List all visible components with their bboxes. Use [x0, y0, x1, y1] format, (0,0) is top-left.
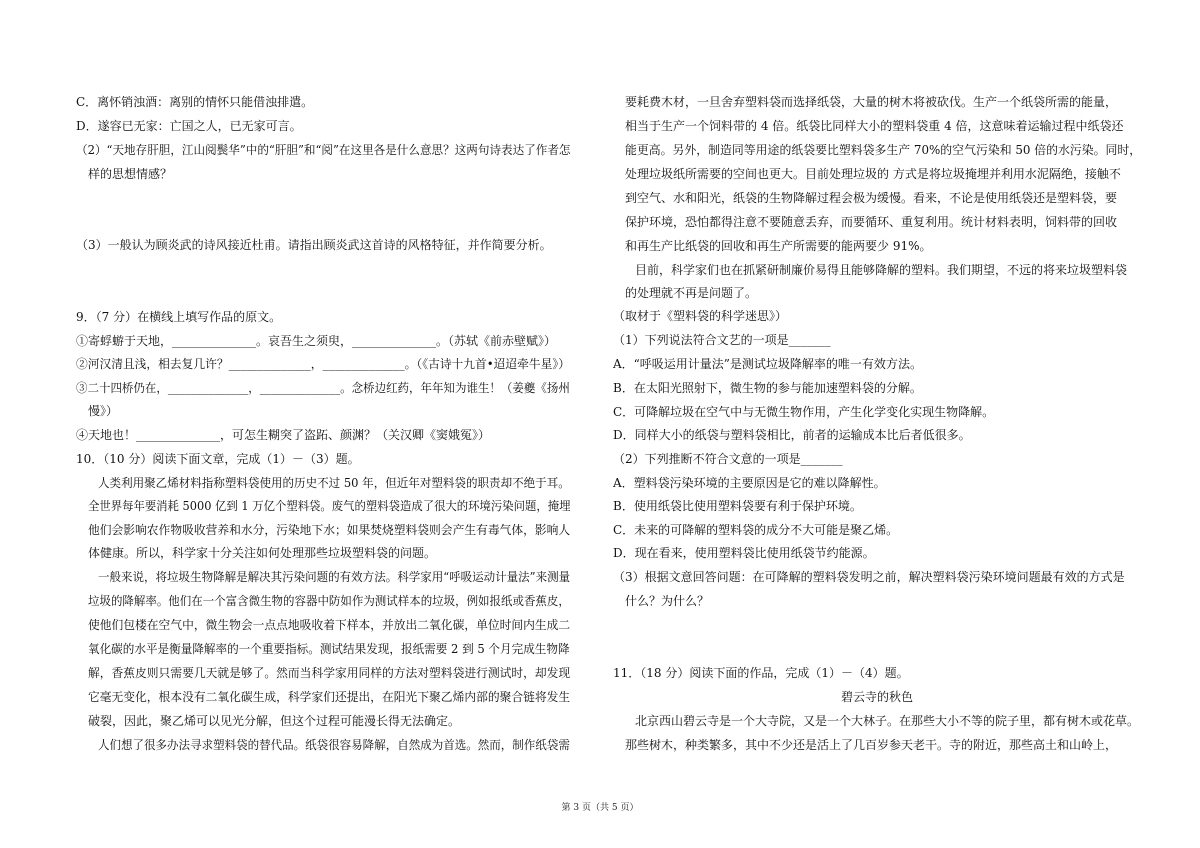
- text-line: （2）下列推断不符合文意的一项是_______: [613, 452, 843, 466]
- text-line: 那些树木，种类繁多，其中不少还是活上了几百岁参天老干。寺的附近，那些高土和山岭上，: [625, 738, 1118, 752]
- text-line: 碧云寺的秋色: [840, 690, 913, 704]
- text-line: （取材于《塑料袋的科学迷思》）: [613, 309, 788, 323]
- text-line: D．遂容已无家：亡国之人，已无家可言。: [76, 119, 302, 133]
- page-footer: 第 3 页（共 5 页）: [561, 803, 639, 813]
- text-line: C．离怀销浊酒：离别的情怀只能借浊排遣。: [76, 95, 314, 109]
- text-line: C．未来的可降解的塑料袋的成分不大可能是聚乙烯。: [613, 523, 899, 537]
- text-line: D．现在看来，使用塑料袋比使用纸袋节约能源。: [613, 546, 875, 560]
- text-line: 使他们包楼在空气中，微生物会一点点地吸收着下样本，并放出二氧化碳，单位时间内生成二: [88, 618, 571, 632]
- text-line: （1）下列说法符合文艺的一项是_______: [613, 333, 831, 347]
- text-line: B．在太阳光照射下，微生物的参与能加速塑料袋的分解。: [613, 381, 922, 395]
- text-line: 样的思想情感？: [88, 167, 173, 181]
- text-line: 10．（10 分）阅读下面文章，完成（1）－（3）题。: [76, 452, 360, 466]
- text-line: 目前，科学家们也在抓紧研制廉价易得且能够降解的塑料。我们期望，不远的将来垃圾塑料袋: [635, 263, 1128, 277]
- text-line: A．“呼吸运用计量法”是测试垃圾降解率的唯一有效方法。: [613, 357, 922, 371]
- text-line: 他们会影响农作物吸收营养和水分，污染地下水；如果焚烧塑料袋则会产生有毒气体，影响人: [88, 523, 571, 537]
- text-line: （3）根据文意回答问题：在可降解的塑料袋发明之前，解决塑料袋污染环境问题最有效的方式是: [613, 570, 1125, 584]
- text-line: （3）一般认为顾炎武的诗风接近杜甫。请指出顾炎武这首诗的风格特征，并作简要分析。: [76, 238, 552, 252]
- text-line: （2）“天地存肝胆，江山阅鬓华”中的“肝胆”和“阅”在这里各是什么意思？这两句诗表达了作者怎: [76, 143, 571, 157]
- text-line: 全世界每年要消耗 5000 亿到 1 万亿个塑料袋。废气的塑料袋造成了很大的环境污染问题，掩埋: [88, 499, 571, 513]
- text-line: 氧化碳的水平是衡量降解率的一个重要指标。测试结果发现，报纸需要 2 到 5 个月完成生物降: [88, 642, 570, 656]
- text-line: ③二十四桥仍在，______________，______________。念桥边红药，年年知为谁生！（姜夔《扬州: [76, 381, 570, 395]
- text-line: 和再生产比纸袋的回收和再生产所需要的能两要少 91%。: [625, 239, 932, 253]
- text-line: 垃圾的降解率。他们在一个富含微生物的容器中防如作为测试样本的垃圾，例如报纸或香蕉皮，: [88, 594, 570, 608]
- text-line: B．使用纸袋比使用塑料袋要有利于保护环境。: [613, 499, 862, 513]
- text-line: 处理垃圾纸所需要的空间也更大。目前处理垃圾的 方式是将垃圾掩埋并利用水泥隔绝，接触不: [625, 167, 1121, 181]
- text-line: 9．（7 分）在横线上填写作品的原文。: [76, 310, 282, 324]
- text-line: 慢》）: [88, 404, 119, 418]
- text-line: 一般来说，将垃圾生物降解是解决其污染问题的有效方法。科学家用“呼吸运动计量法”来测量: [98, 570, 571, 584]
- text-line: 的处理就不再是问题了。: [625, 286, 758, 300]
- text-line: 保护环境，恐怕都得注意不要随意丢弃，而要循环、重复利用。统计材料表明，饲料带的回收: [625, 215, 1118, 229]
- text-line: ②河汉清且浅，相去复几许？______________，______________。（《古诗十九首•迢迢牵牛星》）: [76, 357, 570, 371]
- text-line: D．同样大小的纸袋与塑料袋相比，前者的运输成本比后者低很多。: [613, 428, 971, 442]
- text-line: 破裂，因此，聚乙烯可以见光分解，但这个过程可能漫长得无法确定。: [88, 714, 461, 728]
- text-line: 它毫无变化，根本没有二氧化碳生成，科学家们还提出，在阳光下聚乙烯内部的聚合链将发生: [88, 690, 571, 704]
- text-line: ①寄蜉蝣于天地，______________。哀吾生之须臾，______________。（苏轼《前赤壁赋》）: [76, 334, 557, 348]
- text-line: 相当于生产一个饲料带的 4 倍。纸袋比同样大小的塑料袋重 4 倍，这意味着运输过程中纸袋还: [625, 119, 1124, 133]
- text-line: 能更高。另外，制造同等用途的纸袋要比塑料袋多生产 70%的空气污染和 50 倍的水污染。同时，: [625, 143, 1142, 157]
- text-line: 11．（18 分）阅读下面的作品，完成（1）－（4）题。: [613, 666, 909, 680]
- text-line: 北京西山碧云寺是一个大寺院，又是一个大林子。在那些大小不等的院子里，都有树木或花草。: [635, 714, 1140, 728]
- text-line: A．塑料袋污染环境的主要原因是它的难以降解性。: [613, 476, 886, 490]
- text-line: ④天地也！______________，可怎生糊突了盗跖、颜渊？（关汉卿《窦娥冤》）: [76, 428, 491, 442]
- text-line: 到空气、水和阳光，纸袋的生物降解过程会极为缓慢。看来，不论是使用纸袋还是塑料袋，要: [625, 191, 1118, 205]
- text-line: 体健康。所以，科学家十分关注如何处理那些垃圾塑料袋的问题。: [88, 546, 437, 560]
- text-line: 人们想了很多办法寻求塑料袋的替代品。纸袋很容易降解，自然成为首选。然而，制作纸袋需: [98, 738, 570, 752]
- text-line: 要耗费木材，一旦舍弃塑料袋而选择纸袋，大量的树木将被砍伐。生产一个纸袋所需的能量，: [625, 95, 1118, 109]
- text-line: C．可降解垃圾在空气中与无微生物作用，产生化学变化实现生物降解。: [613, 405, 995, 419]
- text-line: 人类利用聚乙烯材料指称塑料袋使用的历史不过 50 年，但近年对塑料袋的职责却不绝于耳。: [98, 476, 570, 490]
- text-line: 解，香蕉皮则只需要几天就是够了。然而当科学家用同样的方法对塑料袋进行测试时，却发现: [88, 666, 571, 680]
- text-line: 什么？为什么？: [625, 594, 710, 608]
